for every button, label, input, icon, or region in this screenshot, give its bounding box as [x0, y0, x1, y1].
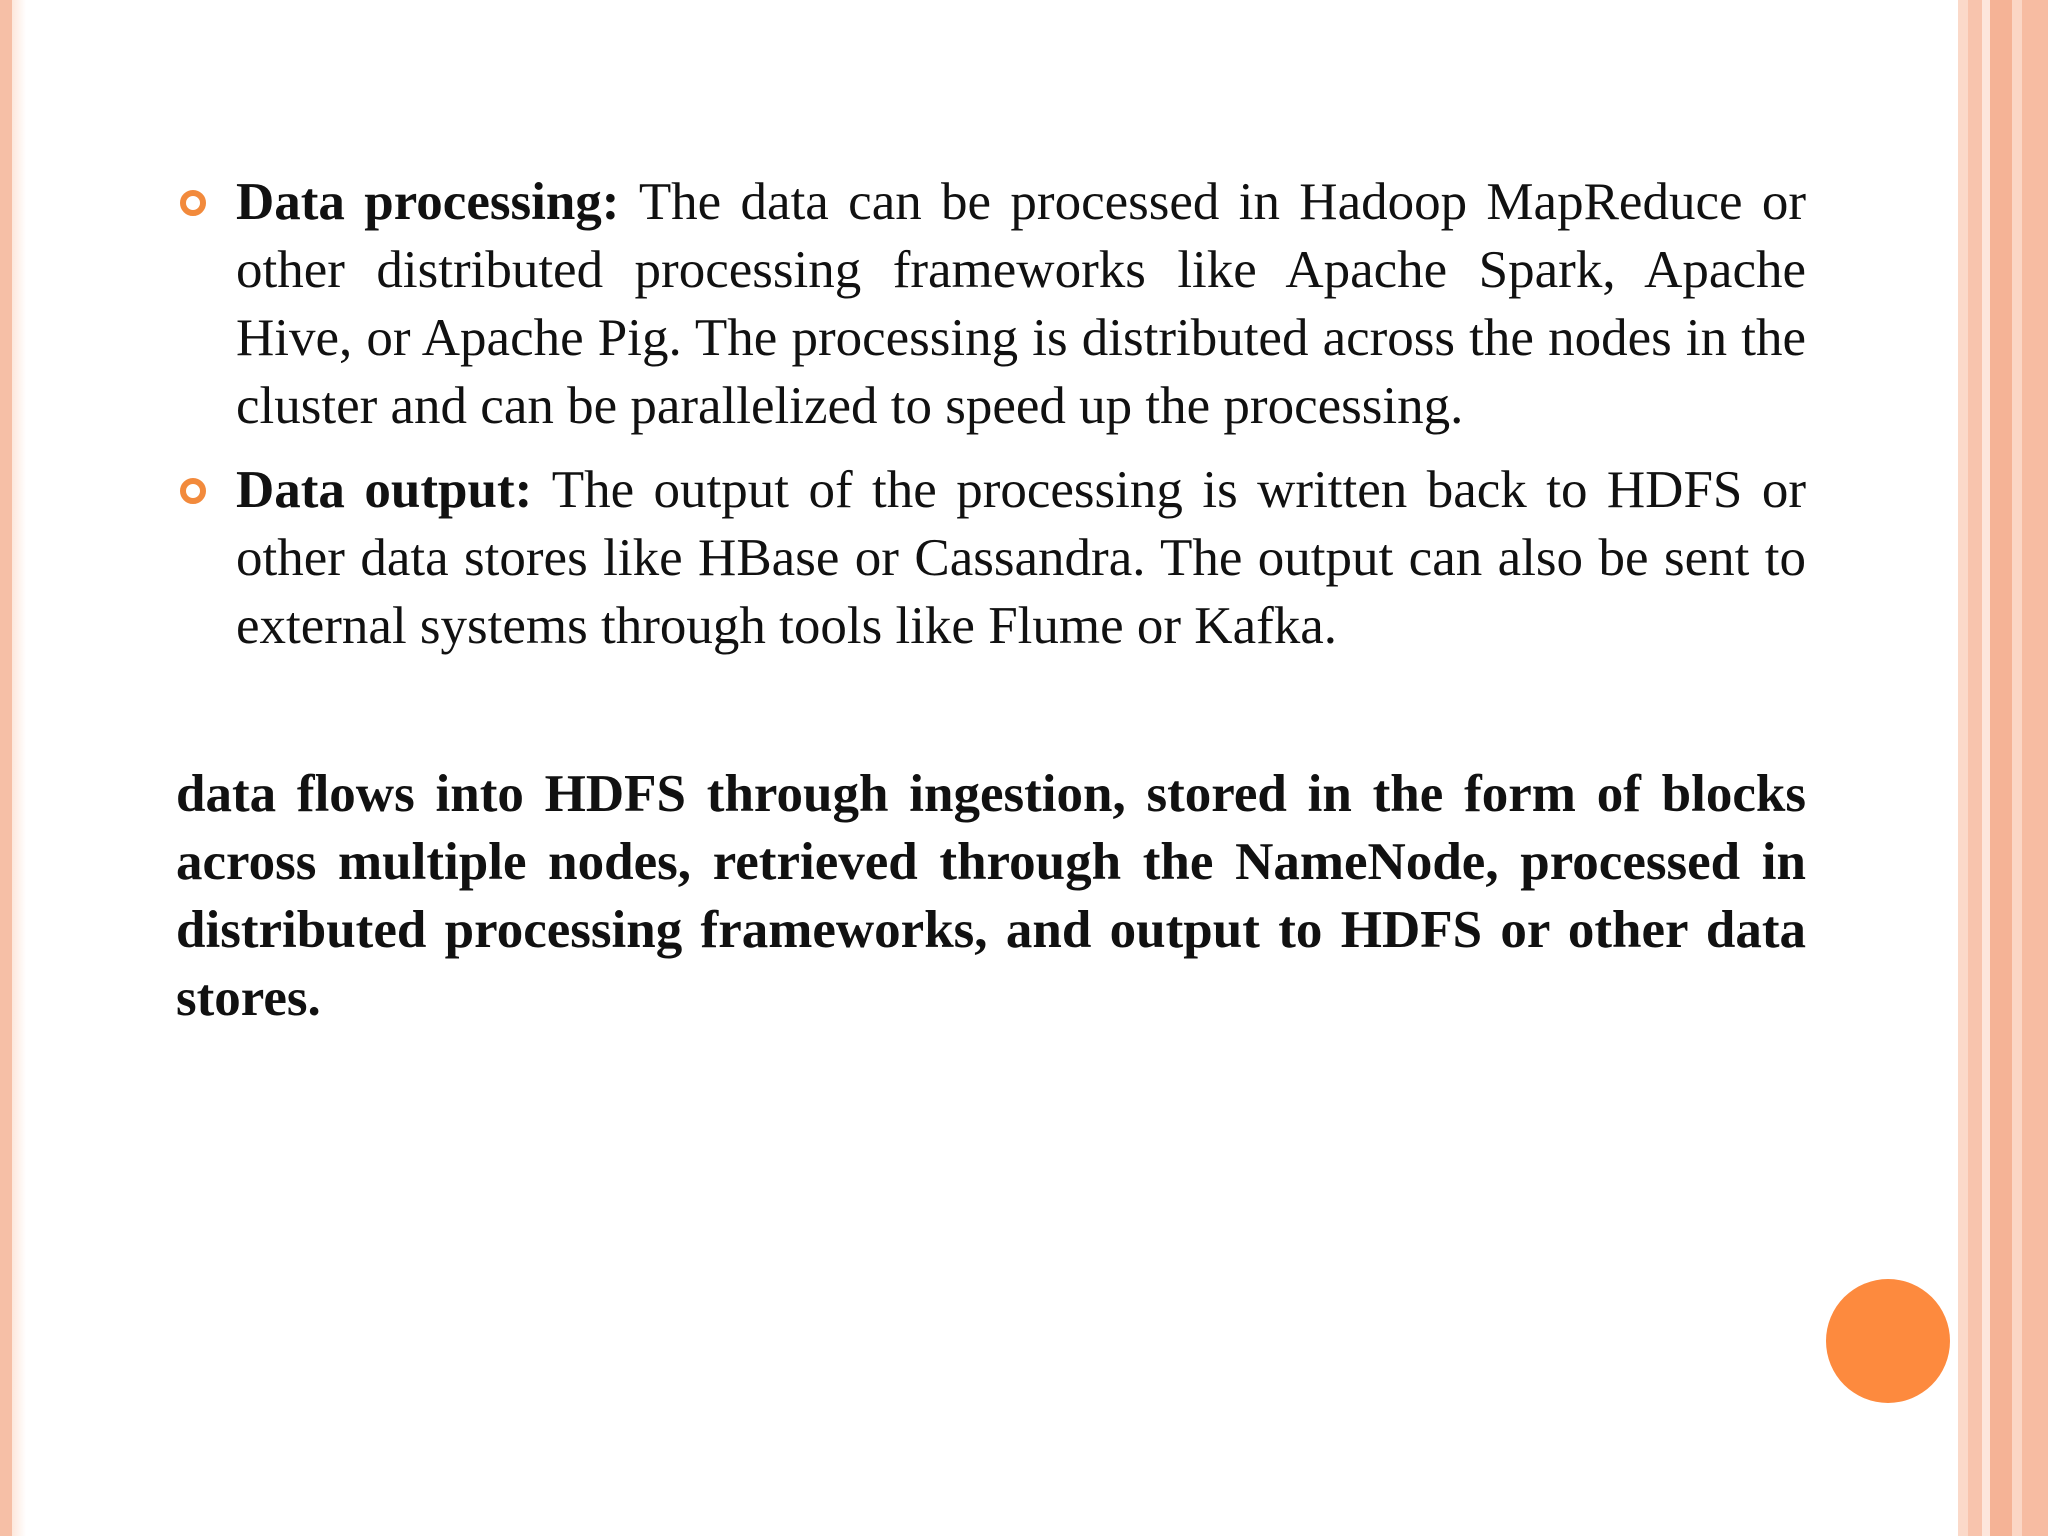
right-stripe-decoration — [2022, 0, 2048, 1536]
left-border-gradient — [12, 0, 26, 1536]
ring-bullet-icon — [180, 190, 206, 216]
left-border-decoration — [0, 0, 12, 1536]
right-stripe-decoration — [1990, 0, 2012, 1536]
bullet-text: The data can be processed in Hadoop MapReduce or other distributed processing frameworks like Apache Spark, Apache Hive, or Apache Pig. The processing is distributed across the nodes in the cluster and can be parallelized to speed up the processing. — [236, 173, 1806, 435]
slide-content — [176, 168, 1806, 1085]
bullet-item-data-output — [176, 456, 1806, 660]
bullet-term: Data processing: — [236, 173, 639, 231]
bullet-item-data-processing — [176, 168, 1806, 440]
summary-paragraph: data flows into HDFS through ingestion, stored in the form of blocks across multiple nodes, retrieved through the NameNode, processed in distributed processing frameworks, and output to HDFS or other data stores. — [176, 765, 1806, 1027]
bullet-text: The output of the processing is written back to HDFS or other data stores like HBase or Cassandra. The output can also be sent to external systems through tools like Flume or Kafka. — [236, 461, 1806, 655]
right-stripe-decoration — [2012, 0, 2022, 1536]
bullet-list — [176, 168, 1806, 660]
orange-circle-decoration — [1826, 1279, 1950, 1403]
right-stripe-decoration — [1982, 0, 1990, 1536]
right-stripe-decoration — [1958, 0, 1968, 1536]
bullet-term: Data output: — [236, 461, 552, 519]
ring-bullet-icon — [180, 478, 206, 504]
right-stripe-decoration — [1968, 0, 1982, 1536]
